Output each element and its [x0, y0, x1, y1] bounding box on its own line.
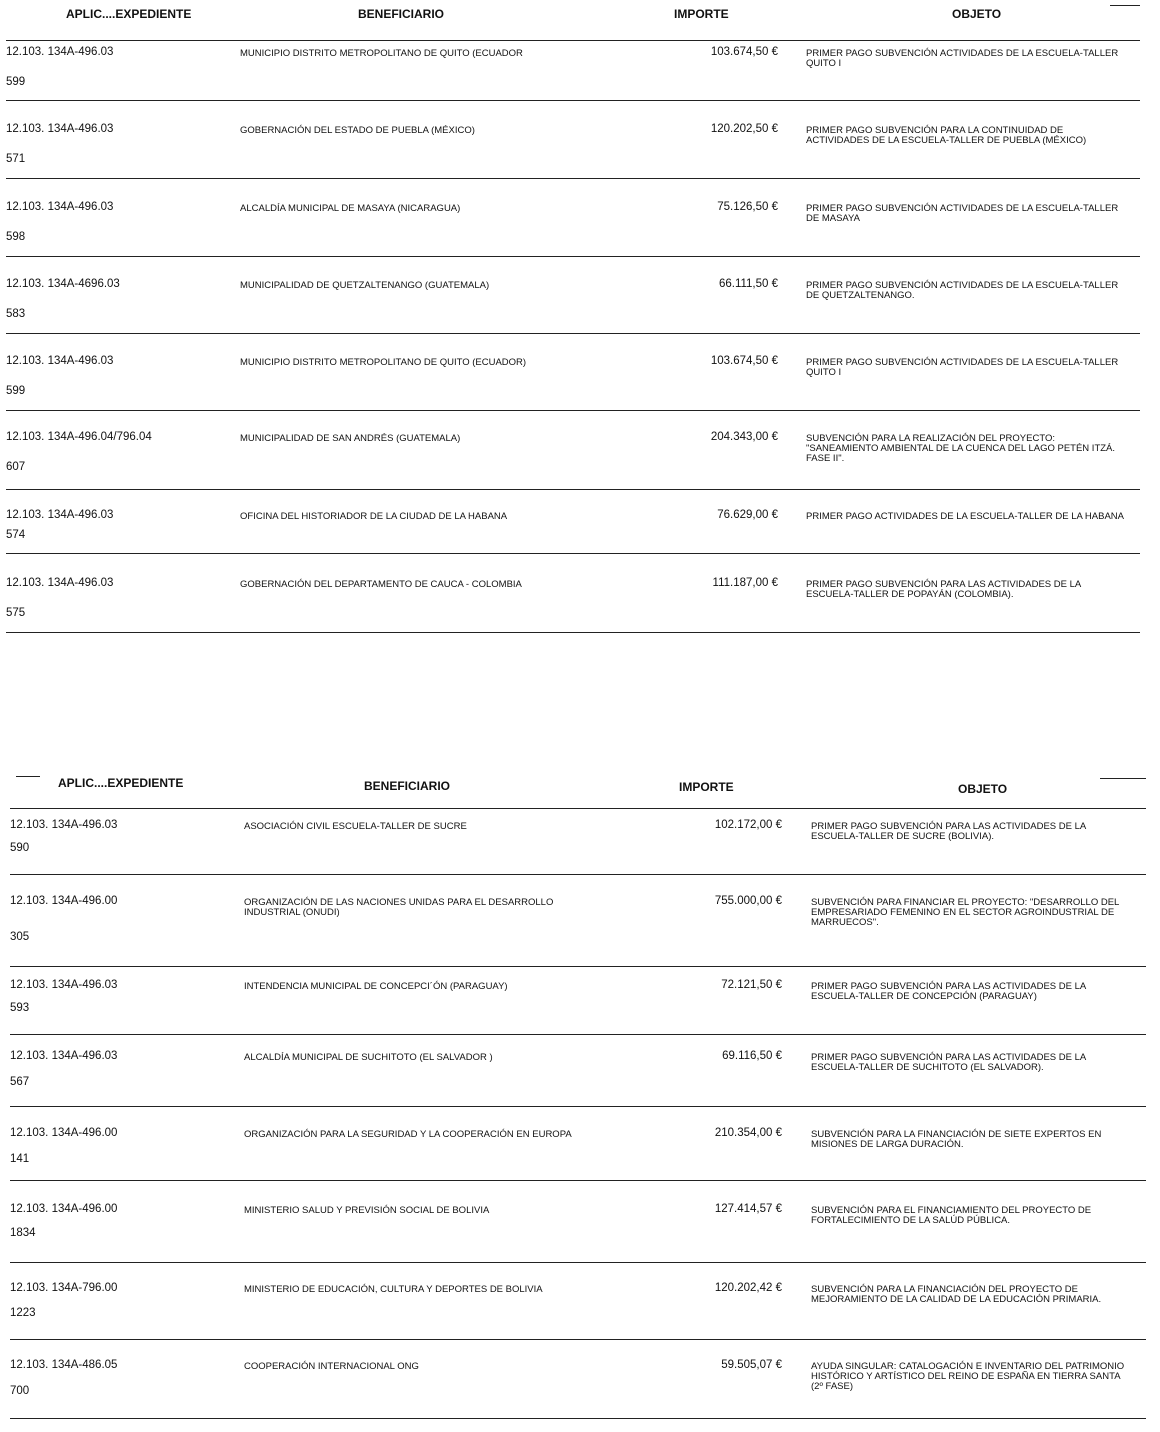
- objeto-cell: SUBVENCIÓN PARA EL FINANCIAMIENTO DEL PROYECTO DE FORTALECIMIENTO DE LA SALÚD PÚBLICA.: [811, 1205, 1092, 1226]
- row-divider: [6, 178, 1140, 179]
- aplicacion-cell: 12.103. 134A-496.03: [10, 1050, 118, 1062]
- table-row: [0, 980, 1160, 1040]
- beneficiario-cell: MUNICIPALIDAD DE QUETZALTENANGO (GUATEMALA): [240, 280, 490, 291]
- table-row: [0, 510, 1160, 570]
- row-divider: [6, 489, 1140, 490]
- aplicacion-cell: 12.103. 134A-496.00: [10, 1203, 118, 1215]
- expediente-cell: 1223: [10, 1307, 36, 1319]
- table-row: [0, 432, 1160, 492]
- objeto-cell: PRIMER PAGO SUBVENCIÓN PARA LAS ACTIVIDADES DE LA ESCUELA-TALLER DE CONCEPCIÓN (PARAGUAY): [811, 981, 1087, 1002]
- table-row: [0, 1360, 1160, 1420]
- header-top-rule: [16, 776, 40, 777]
- row-divider: [6, 256, 1140, 257]
- importe-cell: 75.126,50 €: [717, 201, 778, 213]
- row-divider: [10, 1418, 1146, 1419]
- table-row: [0, 1051, 1160, 1111]
- beneficiario-cell: ORGANIZACIÓN PARA LA SEGURIDAD Y LA COOPERACIÓN EN EUROPA: [244, 1129, 572, 1140]
- objeto-cell: PRIMER PAGO SUBVENCIÓN PARA LAS ACTIVIDADES DE LA ESCUELA-TALLER DE POPAYÁN (COLOMBIA).: [806, 579, 1082, 600]
- expediente-cell: 574: [6, 529, 26, 541]
- table-row: [0, 1283, 1160, 1343]
- beneficiario-cell: MUNICIPALIDAD DE SAN ANDRÉS (GUATEMALA): [240, 433, 461, 444]
- aplicacion-cell: 12.103. 134A-4696.03: [6, 278, 120, 290]
- objeto-cell: PRIMER PAGO SUBVENCIÓN ACTIVIDADES DE LA ESCUELA-TALLER DE MASAYA: [806, 203, 1119, 224]
- header-aplic-expediente: APLIC....EXPEDIENTE: [66, 7, 192, 21]
- expediente-cell: 305: [10, 931, 30, 943]
- importe-cell: 210.354,00 €: [714, 1127, 782, 1139]
- aplicacion-cell: 12.103. 134A-496.04/796.04: [6, 431, 152, 443]
- objeto-cell: SUBVENCIÓN PARA FINANCIAR EL PROYECTO: "DESARROLLO DEL EMPRESARIADO FEMENINO EN EL SECTOR AGROINDUSTRIAL DE MARRUECOS".: [811, 897, 1120, 928]
- header-top-rule: [1100, 778, 1146, 779]
- beneficiario-cell: ALCALDÍA MUNICIPAL DE MASAYA (NICARAGUA): [240, 203, 461, 214]
- table-row: [0, 356, 1160, 416]
- row-divider: [10, 966, 1146, 967]
- objeto-cell: PRIMER PAGO ACTIVIDADES DE LA ESCUELA-TALLER DE LA HABANA: [806, 511, 1124, 522]
- beneficiario-cell: MUNICIPIO DISTRITO METROPOLITANO DE QUITO (ECUADOR: [240, 48, 523, 59]
- row-divider: [10, 1034, 1146, 1035]
- aplicacion-cell: 12.103. 134A-796.00: [10, 1282, 118, 1294]
- aplicacion-cell: 12.103. 134A-496.03: [6, 46, 114, 58]
- expediente-cell: 1834: [10, 1227, 36, 1239]
- header-importe: IMPORTE: [674, 7, 729, 21]
- row-divider: [10, 1180, 1146, 1181]
- aplicacion-cell: 12.103. 134A-496.00: [10, 1127, 118, 1139]
- objeto-cell: SUBVENCIÓN PARA LA FINANCIACIÓN DEL PROYECTO DE MEJORAMIENTO DE LA CALIDAD DE LA EDUCACIÓN PRIMARIA.: [811, 1284, 1102, 1305]
- row-divider: [6, 410, 1140, 411]
- header-beneficiario: BENEFICIARIO: [364, 779, 451, 793]
- table-row: [0, 279, 1160, 339]
- expediente-cell: 700: [10, 1385, 30, 1397]
- aplicacion-cell: 12.103. 134A-496.03: [6, 201, 114, 213]
- beneficiario-cell: OFICINA DEL HISTORIADOR DE LA CIUDAD DE LA HABANA: [240, 511, 508, 522]
- aplicacion-cell: 12.103. 134A-496.03: [10, 979, 118, 991]
- beneficiario-cell: ASOCIACIÓN CIVIL ESCUELA-TALLER DE SUCRE: [244, 821, 467, 832]
- row-divider: [6, 333, 1140, 334]
- beneficiario-cell: GOBERNACIÓN DEL ESTADO DE PUEBLA (MÉXICO): [240, 125, 475, 136]
- objeto-cell: SUBVENCIÓN PARA LA REALIZACIÓN DEL PROYECTO: "SANEAMIENTO AMBIENTAL DE LA CUENCA DEL LAGO PETÉN ITZÁ. FASE II".: [806, 433, 1116, 464]
- aplicacion-cell: 12.103. 134A-496.00: [10, 895, 118, 907]
- aplicacion-cell: 12.103. 134A-496.03: [10, 819, 118, 831]
- header-aplic-expediente: APLIC....EXPEDIENTE: [58, 776, 184, 790]
- table-row: [0, 1204, 1160, 1264]
- beneficiario-cell: GOBERNACIÓN DEL DEPARTAMENTO DE CAUCA - COLOMBIA: [240, 579, 522, 590]
- header-importe: IMPORTE: [679, 780, 734, 794]
- row-divider: [10, 874, 1146, 875]
- row-divider: [10, 1339, 1146, 1340]
- aplicacion-cell: 12.103. 134A-496.03: [6, 577, 114, 589]
- expediente-cell: 567: [10, 1076, 30, 1088]
- objeto-cell: PRIMER PAGO SUBVENCIÓN PARA LAS ACTIVIDADES DE LA ESCUELA-TALLER DE SUCRE (BOLIVIA).: [811, 821, 1087, 842]
- aplicacion-cell: 12.103. 134A-496.03: [6, 509, 114, 521]
- expediente-cell: 599: [6, 76, 26, 88]
- header-objeto: OBJETO: [958, 782, 1008, 796]
- header-beneficiario: BENEFICIARIO: [358, 7, 445, 21]
- importe-cell: 59.505,07 €: [721, 1359, 782, 1371]
- expediente-cell: 598: [6, 231, 26, 243]
- beneficiario-cell: ORGANIZACIÓN DE LAS NACIONES UNIDAS PARA EL DESARROLLO INDUSTRIAL (ONUDI): [244, 897, 554, 918]
- expediente-cell: 607: [6, 461, 26, 473]
- importe-cell: 127.414,57 €: [714, 1203, 782, 1215]
- objeto-cell: PRIMER PAGO SUBVENCIÓN ACTIVIDADES DE LA ESCUELA-TALLER QUITO I: [806, 48, 1119, 69]
- importe-cell: 111.187,00 €: [712, 577, 778, 589]
- importe-cell: 103.674,50 €: [710, 46, 778, 58]
- objeto-cell: AYUDA SINGULAR: CATALOGACIÓN E INVENTARIO DEL PATRIMONIO HISTÓRICO Y ARTÍSTICO DEL REINO DE ESPAÑA EN TIERRA SANTA (2º FASE): [811, 1361, 1125, 1392]
- objeto-cell: SUBVENCIÓN PARA LA FINANCIACIÓN DE SIETE EXPERTOS EN MISIONES DE LARGA DURACIÓN.: [811, 1129, 1102, 1150]
- table-row: [0, 1128, 1160, 1188]
- importe-cell: 103.674,50 €: [710, 355, 778, 367]
- beneficiario-cell: MUNICIPIO DISTRITO METROPOLITANO DE QUITO (ECUADOR): [240, 357, 527, 368]
- header-objeto: OBJETO: [952, 7, 1002, 21]
- objeto-cell: PRIMER PAGO SUBVENCIÓN ACTIVIDADES DE LA ESCUELA-TALLER QUITO I: [806, 357, 1119, 378]
- beneficiario-cell: ALCALDÍA MUNICIPAL DE SUCHITOTO (EL SALVADOR ): [244, 1052, 493, 1063]
- header-bottom-rule: [6, 40, 1140, 41]
- beneficiario-cell: COOPERACIÓN INTERNACIONAL ONG: [244, 1361, 419, 1372]
- table-row: [0, 124, 1160, 184]
- objeto-cell: PRIMER PAGO SUBVENCIÓN ACTIVIDADES DE LA ESCUELA-TALLER DE QUETZALTENANGO.: [806, 280, 1119, 301]
- row-divider: [10, 1262, 1146, 1263]
- table-row: [0, 820, 1160, 880]
- table-row: [0, 47, 1160, 107]
- importe-cell: 66.111,50 €: [718, 278, 778, 290]
- table-row: [0, 896, 1160, 956]
- table-row: [0, 578, 1160, 638]
- header-top-rule: [1110, 5, 1140, 6]
- beneficiario-cell: INTENDENCIA MUNICIPAL DE CONCEPCI´ÓN (PARAGUAY): [244, 981, 508, 992]
- aplicacion-cell: 12.103. 134A-486.05: [10, 1359, 118, 1371]
- expediente-cell: 590: [10, 842, 30, 854]
- beneficiario-cell: MINISTERIO DE EDUCACIÓN, CULTURA Y DEPORTES DE BOLIVIA: [244, 1284, 543, 1295]
- beneficiario-cell: MINISTERIO SALUD Y PREVISIÓN SOCIAL DE BOLIVIA: [244, 1205, 490, 1216]
- expediente-cell: 575: [6, 607, 26, 619]
- row-divider: [6, 553, 1140, 554]
- row-divider: [6, 632, 1140, 633]
- importe-cell: 69.116,50 €: [722, 1050, 782, 1062]
- objeto-cell: PRIMER PAGO SUBVENCIÓN PARA LA CONTINUIDAD DE ACTIVIDADES DE LA ESCUELA-TALLER DE PUEBLA (MÉXICO): [806, 125, 1087, 146]
- importe-cell: 120.202,42 €: [714, 1282, 782, 1294]
- expediente-cell: 593: [10, 1002, 30, 1014]
- expediente-cell: 141: [10, 1153, 30, 1165]
- importe-cell: 102.172,00 €: [714, 819, 782, 831]
- aplicacion-cell: 12.103. 134A-496.03: [6, 123, 114, 135]
- objeto-cell: PRIMER PAGO SUBVENCIÓN PARA LAS ACTIVIDADES DE LA ESCUELA-TALLER DE SUCHITOTO (EL SALVADOR).: [811, 1052, 1087, 1073]
- row-divider: [10, 1106, 1146, 1107]
- header-bottom-rule: [10, 808, 1146, 809]
- aplicacion-cell: 12.103. 134A-496.03: [6, 355, 114, 367]
- importe-cell: 72.121,50 €: [721, 979, 782, 991]
- row-divider: [6, 100, 1140, 101]
- expediente-cell: 599: [6, 385, 26, 397]
- importe-cell: 120.202,50 €: [710, 123, 778, 135]
- table-row: [0, 202, 1160, 262]
- importe-cell: 755.000,00 €: [714, 895, 782, 907]
- expediente-cell: 571: [6, 153, 26, 165]
- expediente-cell: 583: [6, 308, 26, 320]
- importe-cell: 204.343,00 €: [710, 431, 778, 443]
- importe-cell: 76.629,00 €: [717, 509, 778, 521]
